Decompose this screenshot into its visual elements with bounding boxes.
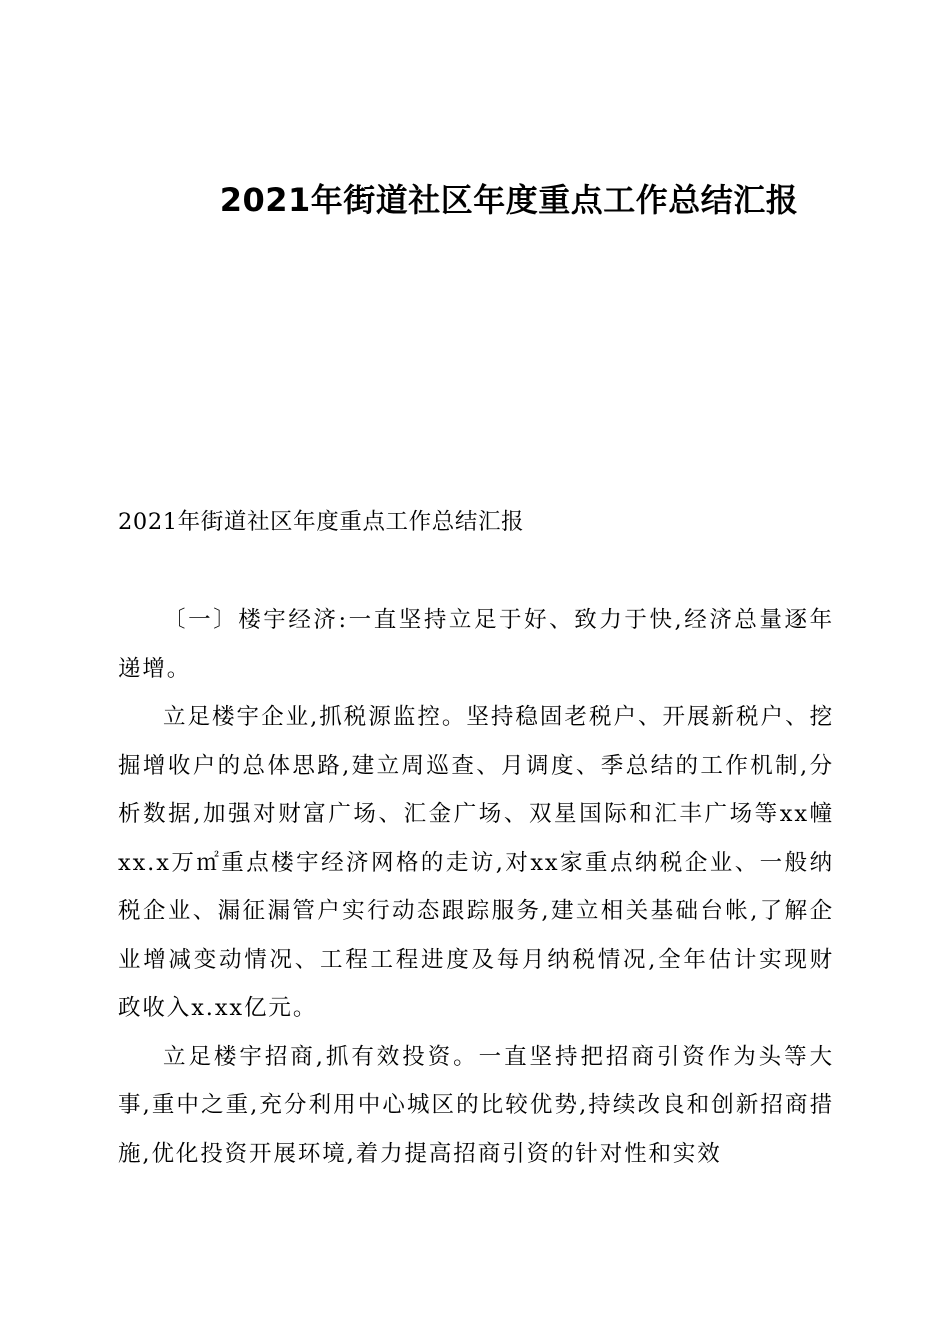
paragraph-2: 立足楼宇企业,抓税源监控。坚持稳固老税户、开展新税户、挖掘增收户的总体思路,建立周巡查、月调度、季总结的工作机制,分析数据,加强对财富广场、汇金广场、双星国际和汇丰广场等xx幢xx.x万㎡重点楼宇经济网格的走访,对xx家重点纳税企业、一般纳税企业、漏征漏管户实行动态跟踪服务,建立相关基础台帐,了解企业增减变动情况、工程工程进度及每月纳税情况,全年估计实现财政收入x.xx亿元。: [118, 704, 834, 1021]
paragraph-1: 〔一〕楼宇经济:一直坚持立足于好、致力于快,经济总量逐年递增。: [118, 607, 834, 682]
document-title: 2021年街道社区年度重点工作总结汇报: [219, 181, 799, 219]
document-body: [118, 500, 834, 1167]
document-subtitle: 2021年街道社区年度重点工作总结汇报: [118, 509, 525, 535]
paragraph-3: 立足楼宇招商,抓有效投资。一直坚持把招商引资作为头等大事,重中之重,充分利用中心城区的比较优势,持续改良和创新招商措施,优化投资开展环境,着力提高招商引资的针对性和实效: [118, 1043, 834, 1167]
paragraph-list: [118, 596, 834, 1178]
